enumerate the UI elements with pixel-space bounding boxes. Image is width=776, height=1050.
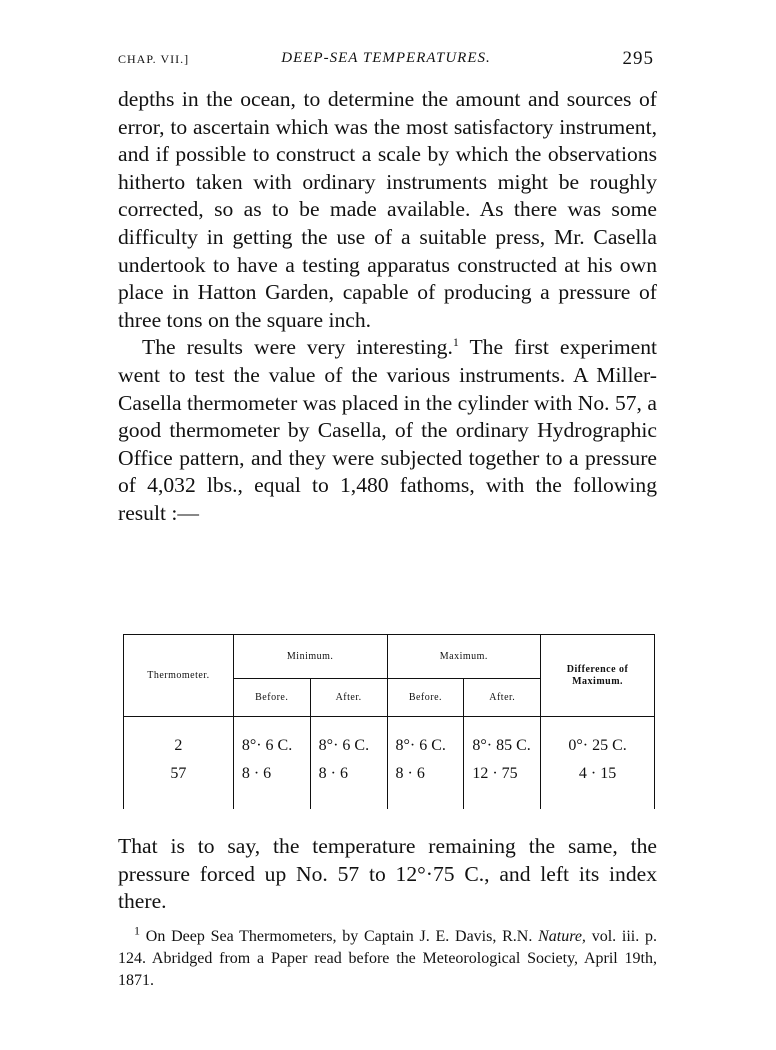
header-minimum: Minimum. — [233, 635, 387, 679]
header-thermometer: Thermometer. — [124, 635, 234, 717]
subheader-min-after: After. — [310, 679, 387, 717]
cell-thermometer: 57 — [124, 765, 234, 809]
footnote-reference: 1 — [452, 335, 459, 350]
conclusion-paragraph: That is to say, the temperature remaining the same, the pressure forced up No. 57 to 12°·75 C., and left its index there. — [118, 834, 657, 914]
cell-difference: 4 · 15 — [541, 765, 655, 809]
cell-max-before: 8°· 6 C. — [387, 717, 464, 766]
chapter-label: CHAP. VII.] — [118, 52, 190, 66]
cell-min-after: 8 · 6 — [310, 765, 387, 809]
page-number: 295 — [622, 48, 654, 69]
table-row — [124, 717, 655, 766]
footnote-text-1: On Deep Sea Thermometers, by Captain J. E. Davis, R.N. — [140, 928, 539, 945]
cell-min-after: 8°· 6 C. — [310, 717, 387, 766]
subheader-min-before: Before. — [233, 679, 310, 717]
paragraph-1: depths in the ocean, to determine the amount and sources of error, to ascertain which was the most satisfactory instrument, and if possible to construct a scale by which the observations hitherto taken with ordinary instruments might be roughly corrected, so as to be made available. As there was some difficulty in getting the use of a suitable press, Mr. Casella undertook to have a testing apparatus constructed at his own place in Hatton Garden, capable of producing a pressure of three tons on the square inch. — [118, 87, 657, 332]
cell-difference: 0°· 25 C. — [541, 717, 655, 766]
paragraph-2 — [118, 334, 657, 527]
header-difference: Difference of Maximum. — [541, 635, 655, 717]
paragraph-2-start: The results were very interesting. — [142, 335, 453, 360]
cell-max-before: 8 · 6 — [387, 765, 464, 809]
subheader-max-after: After. — [464, 679, 541, 717]
running-title: DEEP-SEA TEMPERATURES. — [281, 50, 491, 66]
footnote-marker: 1 — [134, 923, 140, 938]
cell-max-after: 12 · 75 — [464, 765, 541, 809]
cell-min-before: 8 · 6 — [233, 765, 310, 809]
results-table — [123, 634, 655, 809]
conclusion-text — [118, 833, 657, 916]
subheader-max-before: Before. — [387, 679, 464, 717]
cell-min-before: 8°· 6 C. — [233, 717, 310, 766]
paragraph-2-rest: The first experiment went to test the value of the various instruments. A Miller-Casella thermometer was placed in the cylinder with No. 57, a good thermometer by Casella, of the ordinary Hydrographic Office pattern, and they were subjected together to a pressure of 4,032 lbs., equal to 1,480 fathoms, with the following result :— — [118, 335, 658, 525]
footnote — [118, 923, 657, 992]
cell-thermometer: 2 — [124, 717, 234, 766]
footnote-paragraph — [118, 923, 657, 992]
header-maximum: Maximum. — [387, 635, 541, 679]
running-header — [118, 48, 654, 74]
body-text — [118, 86, 657, 528]
cell-max-after: 8°· 85 C. — [464, 717, 541, 766]
footnote-journal: Nature, — [538, 928, 586, 945]
footnote-text-2: vol. iii. p. 124. Abridged from a Paper read before the Meteorological Society, April 19th, 1871. — [118, 928, 657, 989]
table-row — [124, 765, 655, 809]
